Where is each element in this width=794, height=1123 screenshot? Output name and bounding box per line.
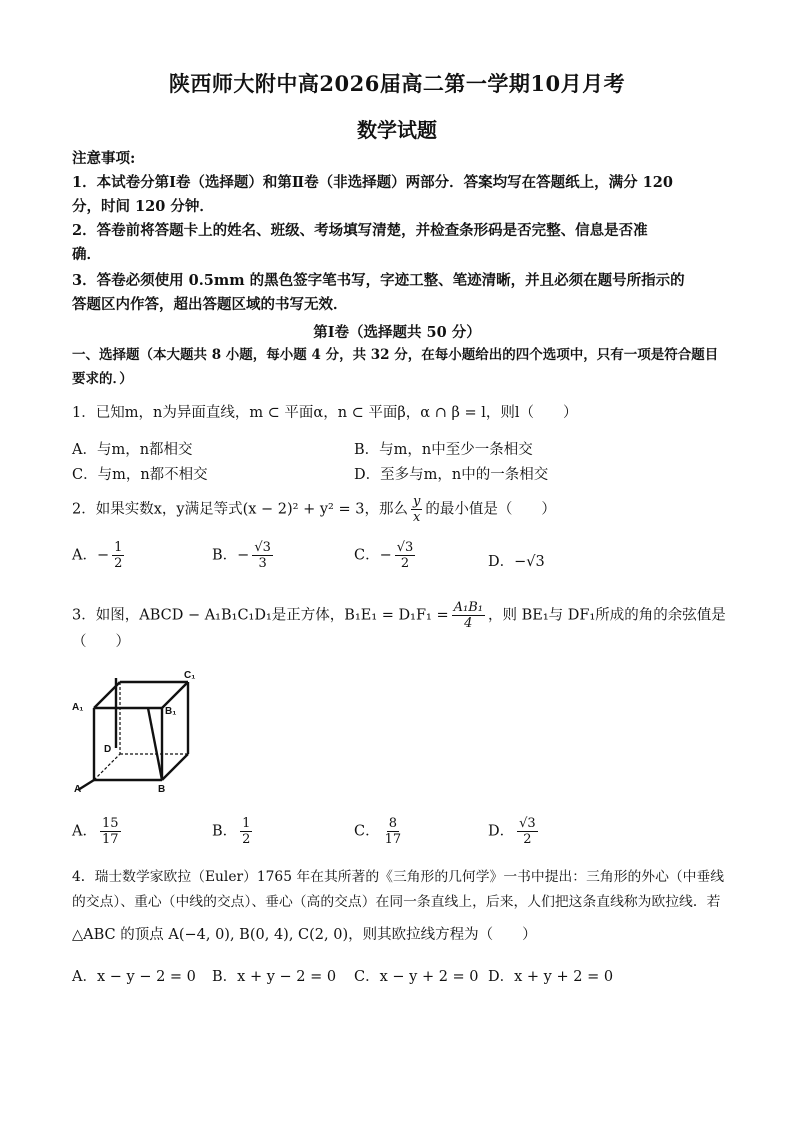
q3-option-b-num: 1 [242, 816, 251, 831]
q4-line-1: 4．瑞士数学家欧拉（Euler）1765 年在其所著的《三角形的几何学》一书中提出：三角形的外心（中垂线 [72, 869, 725, 885]
q3-fraction [452, 600, 485, 631]
notice-item-3-line-2: 答题区内作答，超出答题区域的书写无效． [72, 296, 348, 313]
q2-option-c [354, 540, 418, 571]
q3-stem [72, 600, 726, 631]
q2-stem-post: 的最小值是（ ） [425, 501, 556, 518]
q4-option-a: A．x − y − 2 = 0 [72, 969, 196, 985]
q2-option-c-den: 2 [400, 556, 410, 571]
q1-option-b: B．与m，n中至少一条相交 [354, 442, 533, 458]
q2-option-a [72, 540, 127, 571]
q3-option-a-num: 15 [101, 816, 119, 831]
q3-fraction-num: A₁B₁ [453, 600, 483, 615]
q2-option-b-label: B．− [212, 547, 250, 564]
q4-option-d: D．x + y + 2 = 0 [488, 969, 614, 985]
q1-option-a: A．与m，n都相交 [72, 442, 193, 458]
exam-title: 陕西师大附中高2026届高二第一学期10月月考 [168, 71, 626, 96]
q3-option-b [212, 816, 255, 847]
part1-intro-line-2: 要求的．） [72, 371, 133, 387]
notice-item-1-line-2: 分，时间 120 分钟． [72, 198, 214, 215]
q4-option-c: C．x − y + 2 = 0 [354, 969, 479, 985]
label-c1: C₁ [184, 670, 196, 681]
q1-option-c: C．与m，n都不相交 [72, 467, 208, 483]
q4-line-2: 的交点）、重心（中线的交点）、垂心（高的交点）在同一条直线上，后来，人们把这条直线称为欧拉线．若 [72, 894, 721, 910]
notice-heading: 注意事项: [72, 150, 136, 167]
label-b: B [158, 784, 166, 793]
q3-stem-pre: 3．如图，ABCD − A₁B₁C₁D₁是正方体，B₁E₁ = D₁F₁ = [72, 607, 449, 624]
q2-option-a-num: 1 [114, 540, 123, 555]
q1-option-d: D．至多与m，n中的一条相交 [354, 467, 549, 483]
notice-item-2-line-1: 2．答卷前将答题卡上的姓名、班级、考场填写清楚，并检查条形码是否完整、信息是否准 [72, 222, 648, 239]
q2-option-c-num: √3 [396, 540, 414, 555]
q2-option-c-label: C．− [354, 547, 392, 564]
cube-figure [72, 668, 212, 797]
q3-fraction-den: 4 [464, 616, 473, 631]
label-a1: A₁ [72, 702, 84, 713]
q3-option-a-den: 17 [101, 832, 119, 847]
q3-option-c-den: 17 [384, 832, 402, 847]
q3-stem-post: ，则 BE₁与 DF₁所成的角的余弦值是 [488, 607, 726, 624]
q2-option-b [212, 540, 276, 571]
q2-fraction-den: x [412, 510, 421, 525]
q2-option-a-den: 2 [114, 556, 123, 571]
q2-fraction-num: y [412, 494, 421, 509]
notice-item-1-line-1: 1．本试卷分第Ⅰ卷（选择题）和第Ⅱ卷（非选择题）两部分．答案均写在答题纸上，满分 120 [72, 174, 673, 191]
part1-heading: 第Ⅰ卷（选择题共 50 分） [313, 324, 481, 341]
q3-option-d-label: D． [488, 823, 515, 840]
q3-option-a-label: A． [72, 823, 97, 840]
q3-option-b-label: B． [212, 823, 238, 840]
q2-stem-pre: 2．如果实数x，y满足等式(x − 2)² + y² = 3，那么 [72, 501, 408, 518]
q3-option-c [354, 816, 406, 847]
notice-item-2-line-2: 确． [72, 246, 101, 263]
label-a: A [74, 784, 82, 793]
q2-fraction [411, 494, 422, 525]
q2-option-d: D．−√3 [488, 554, 545, 570]
q3-option-a [72, 816, 124, 847]
q2-option-b-den: 3 [258, 556, 267, 571]
q1-stem: 1．已知m，n为异面直线，m ⊂ 平面α，n ⊂ 平面β，α ∩ β = l，则l（ ） [72, 405, 578, 421]
q3-option-d-num: √3 [519, 816, 536, 831]
q3-option-b-den: 2 [242, 832, 251, 847]
label-b1: B₁ [165, 706, 177, 717]
exam-subtitle: 数学试题 [357, 118, 437, 142]
q4-line-3: △ABC 的顶点 A(−4, 0), B(0, 4), C(2, 0)，则其欧拉线方程为（ ） [72, 927, 537, 943]
q2-option-a-label: A．− [72, 547, 110, 564]
q3-option-c-num: 8 [388, 816, 398, 831]
cube-figure-svg [72, 668, 212, 793]
q4-option-b: B．x + y − 2 = 0 [212, 969, 337, 985]
notice-item-3-line-1: 3．答卷必须使用 0.5mm 的黑色签字笔书写，字迹工整、笔迹清晰，并且必须在题号所指示的 [72, 272, 685, 289]
q3-option-d [488, 816, 541, 847]
part1-intro-line-1: 一、选择题（本大题共 8 小题，每小题 4 分，共 32 分，在每小题给出的四个选项中，只有一项是符合题目 [72, 347, 719, 363]
q3-option-c-label: C． [354, 823, 380, 840]
q2-option-b-num: √3 [254, 540, 271, 555]
q3-stem-line-2: （ ） [72, 634, 130, 650]
label-d: D [104, 744, 112, 755]
q2-stem [72, 494, 722, 525]
q3-option-d-den: 2 [523, 832, 532, 847]
